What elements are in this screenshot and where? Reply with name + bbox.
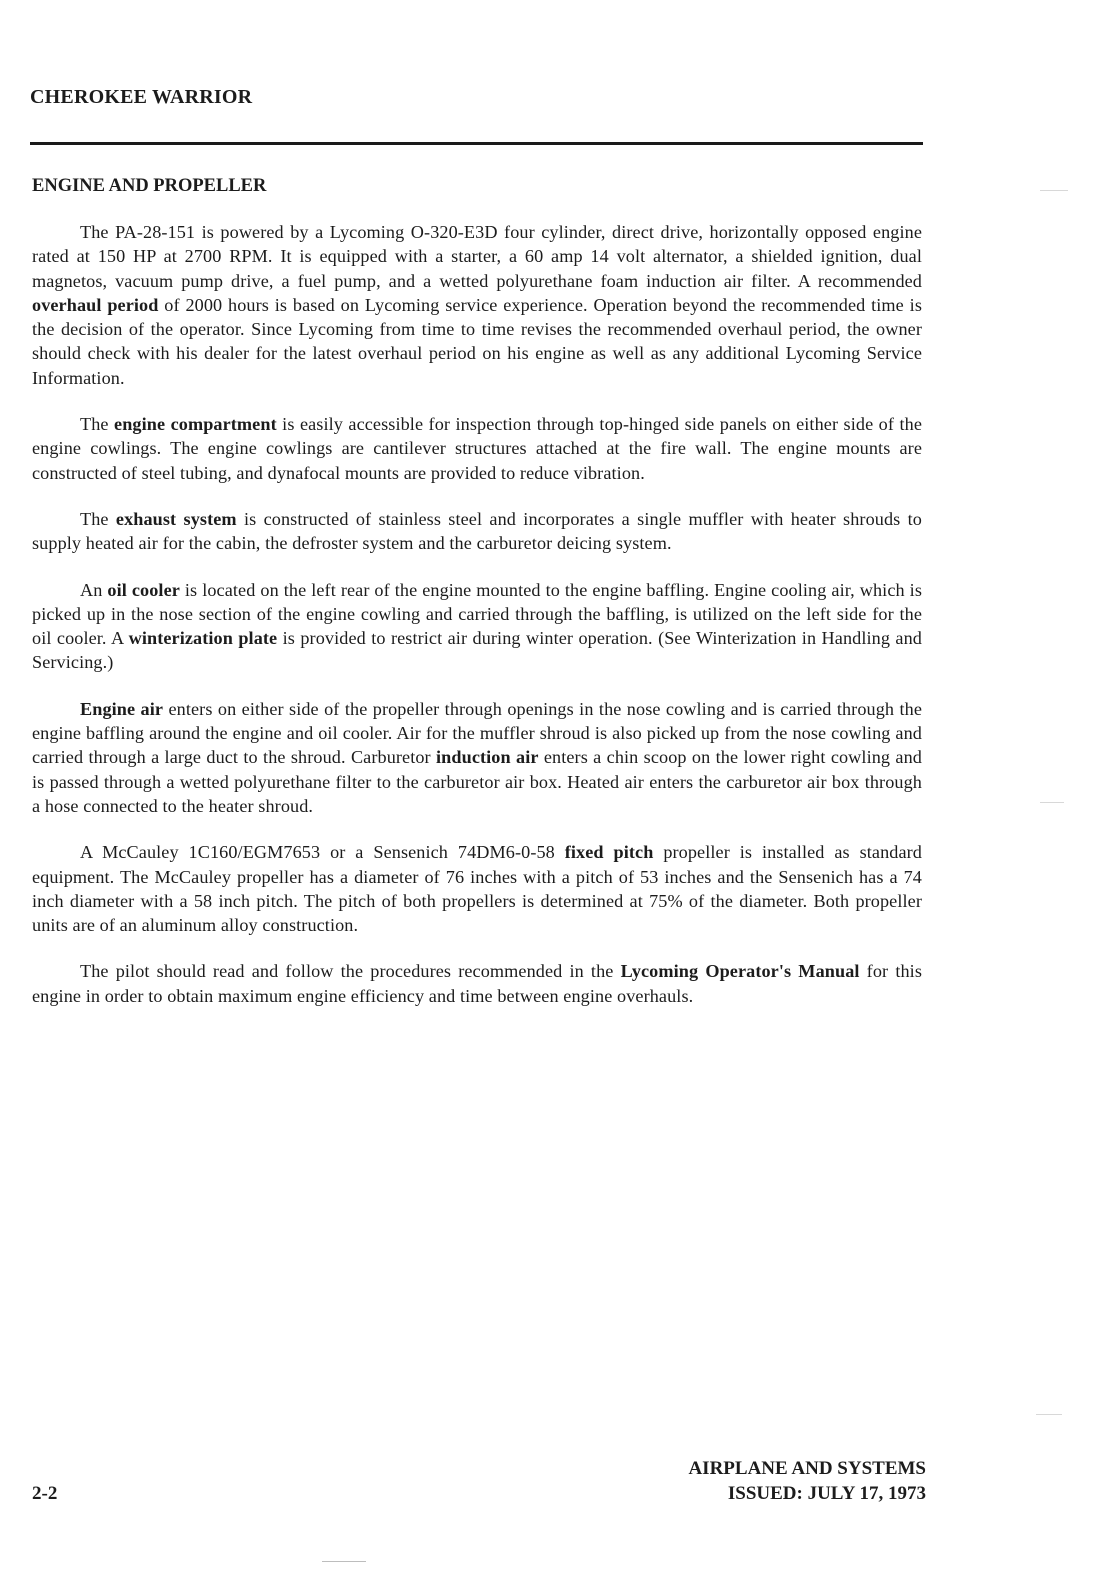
- text-segment: The: [80, 508, 116, 529]
- paragraph-oil-cooler: [32, 578, 922, 675]
- scan-artifact: [1040, 802, 1064, 803]
- paragraph-engine: [32, 220, 922, 390]
- text-segment: enters on either side of the propeller through openings in the nose cowling and is carried through the engine baffling around the engine and oil cooler. Air for the muffler shroud is also picked up from the nose cowling and carried through a large duct to the shroud. Carburetor: [32, 698, 922, 768]
- page-number: 2-2: [32, 1483, 58, 1504]
- text-segment: A McCauley 1C160/EGM7653 or a Sensenich 74DM6-0-58: [80, 842, 565, 863]
- bold-term: Lycoming Operator's Manual: [620, 961, 860, 982]
- section-title: ENGINE AND PROPELLER: [32, 176, 267, 196]
- footer-issued-date: ISSUED: JULY 17, 1973: [727, 1483, 926, 1504]
- scan-artifact: [1040, 190, 1068, 191]
- paragraph-exhaust-system: [32, 507, 922, 556]
- scan-artifact: [1036, 1414, 1062, 1415]
- bold-term: engine compartment: [114, 414, 277, 435]
- footer-section-name: AIRPLANE AND SYSTEMS: [688, 1458, 926, 1479]
- bold-term: overhaul period: [32, 294, 159, 315]
- paragraph-propeller: [32, 840, 922, 937]
- text-segment: is constructed of stainless steel and incorporates a single muffler with heater shrouds to supply heated air for the cabin, the defroster system and the carburetor deicing system.: [32, 508, 922, 554]
- text-segment: is located on the left rear of the engine mounted to the engine baffling. Engine cooling air, which is picked up in the nose section of the engine cowling and carried through the baffling, is utilized on the left side for the oil cooler. A: [32, 579, 923, 649]
- text-segment: propeller is installed as standard equipment. The McCauley propeller has a diameter of 76 inches with a pitch of 53 inches and the Sensenich has a 74 inch diameter with a 58 inch pitch. The pitch of both propellers is determined at 75% of the diameter. Both propeller units are of an aluminum alloy construction.: [32, 842, 922, 936]
- text-segment: The PA-28-151 is powered by a Lycoming O-320-E3D four cylinder, direct drive, horizontally opposed engine rated at 150 HP at 2700 RPM. It is equipped with a starter, a 60 amp 14 volt alternator, a shielded ignition, dual magnetos, vacuum pump drive, a fuel pump, and a wetted polyurethane foam induction air filter. A recommended: [32, 222, 922, 291]
- paragraph-operators-manual: [32, 959, 922, 1008]
- paragraph-engine-air: [32, 697, 922, 818]
- header-divider: [30, 142, 923, 145]
- bold-term: exhaust system: [115, 508, 237, 529]
- footer-section-info: [688, 1456, 926, 1506]
- text-segment: The: [80, 414, 115, 435]
- bold-term: winterization plate: [128, 628, 278, 649]
- text-segment: The pilot should read and follow the procedures recommended in the: [80, 961, 621, 982]
- text-segment: An: [80, 579, 108, 600]
- text-segment: is provided to restrict air during winter operation. (See Winterization in Handling and Servicing.): [32, 628, 922, 673]
- text-segment: enters a chin scoop on the lower right cowling and is passed through a wetted polyurethane filter to the carburetor air box. Heated air enters the carburetor air box through a hose connected to the heater shroud.: [32, 747, 922, 816]
- body-text: [32, 220, 922, 1030]
- bold-term: induction air: [436, 747, 539, 768]
- text-segment: of 2000 hours is based on Lycoming service experience. Operation beyond the recommended time is the decision of the operator. Since Lycoming from time to time revises the recommended overhaul period, the owner should check with his dealer for the latest overhaul period on his engine as well as any additional Lycoming Service Information.: [32, 294, 922, 388]
- text-segment: is easily accessible for inspection through top-hinged side panels on either side of the engine cowlings. The engine cowlings are cantilever structures attached at the fire wall. The engine mounts are constructed of steel tubing, and dynafocal mounts are provided to reduce vibration.: [32, 414, 922, 483]
- bold-term: Engine air: [80, 698, 164, 719]
- bold-term: oil cooler: [107, 579, 180, 600]
- bold-term: fixed pitch: [564, 842, 654, 863]
- page-header-title: CHEROKEE WARRIOR: [30, 86, 253, 108]
- paragraph-engine-compartment: [32, 412, 922, 485]
- scan-artifact: [322, 1561, 366, 1562]
- text-segment: for this engine in order to obtain maximum engine efficiency and time between engine overhauls.: [32, 961, 922, 1006]
